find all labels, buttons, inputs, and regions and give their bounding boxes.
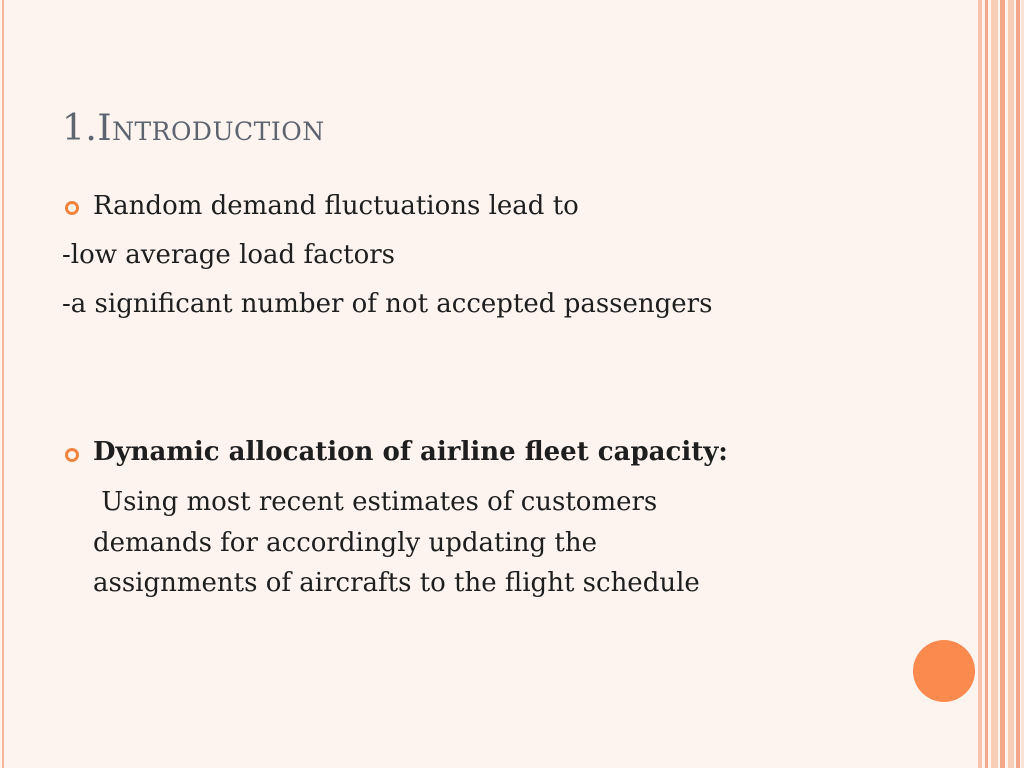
bullet-line: assignments of aircrafts to the flight schedule [93, 568, 700, 598]
decorative-stripe [1000, 0, 1005, 768]
bullet-heading: Random demand fluctuations lead to [93, 191, 579, 221]
decorative-stripe [1008, 0, 1014, 768]
decorative-stripe [985, 0, 988, 768]
bullet-icon [65, 448, 79, 462]
decorative-stripe [1016, 0, 1020, 768]
bullet-line: -a significant number of not accepted passengers [62, 289, 713, 319]
bullet-line: -low average load factors [62, 240, 396, 270]
bullet-heading: Dynamic allocation of airline fleet capacity: [93, 437, 728, 467]
bullet-line: demands for accordingly updating the [93, 528, 598, 558]
decorative-circle [913, 640, 975, 702]
decorative-stripe [991, 0, 998, 768]
bullet-line: Using most recent estimates of customers [93, 487, 658, 517]
decorative-stripe [978, 0, 982, 768]
left-border-line [2, 0, 4, 768]
slide-title: 1.Introduction [62, 108, 325, 149]
bullet-icon [65, 201, 79, 215]
